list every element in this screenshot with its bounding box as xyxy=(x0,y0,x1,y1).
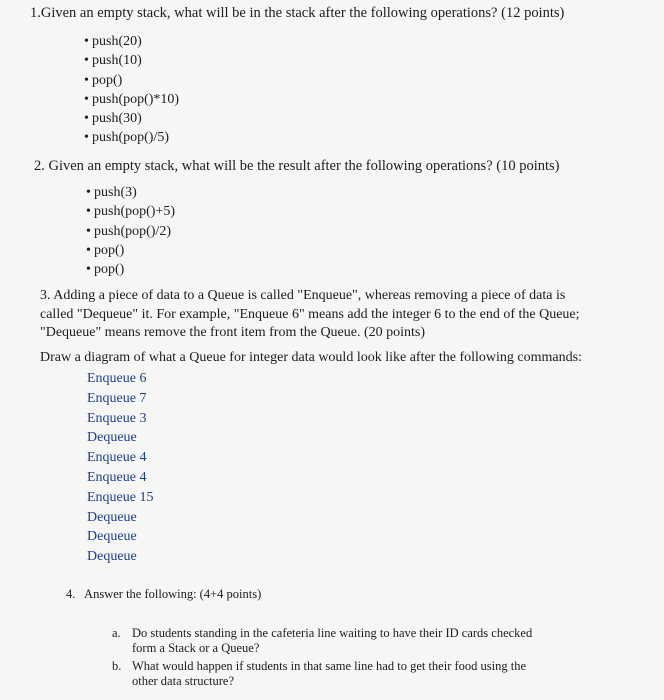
list-item: Dequeue xyxy=(87,529,137,545)
list-item: Enqueue 7 xyxy=(87,390,147,406)
q4-part-b-line: What would happen if students in that same line had to get their food using the xyxy=(132,659,527,673)
list-item: Enqueue 4 xyxy=(87,469,147,485)
q3-para-line: called "Dequeue" it. For example, "Enqueue 6" means add the integer 6 to the end of the Queue; xyxy=(40,306,580,322)
q4-part-b-line: other data structure? xyxy=(132,674,235,688)
q4-title: 4. Answer the following: (4+4 points) xyxy=(66,587,262,601)
list-item: • push(20) xyxy=(84,32,179,51)
list-item: Dequeue xyxy=(87,430,137,446)
list-item: Enqueue 3 xyxy=(87,410,147,426)
list-item: • push(10) xyxy=(84,51,179,70)
list-item: • pop() xyxy=(84,71,179,90)
q3-instruction: Draw a diagram of what a Queue for integer data would look like after the following commands: xyxy=(40,350,582,365)
q2-operations-list xyxy=(86,183,175,279)
list-item: • push(30) xyxy=(84,109,179,128)
q1-operations-list xyxy=(84,32,179,148)
q3-para-line: "Dequeue" means remove the front item from the Queue. (20 points) xyxy=(40,325,426,340)
q1-title: 1.Given an empty stack, what will be in the stack after the following operations? (12 points) xyxy=(30,5,565,21)
q3-command-list xyxy=(87,369,153,567)
q2-title: 2. Given an empty stack, what will be the result after the following operations? (10 points) xyxy=(34,158,560,174)
list-item: • push(pop()+5) xyxy=(86,202,175,221)
list-item: Enqueue 15 xyxy=(87,489,154,505)
q4-part-a-line: Do students standing in the cafeteria line waiting to have their ID cards checked xyxy=(132,626,533,640)
list-item: • push(3) xyxy=(86,183,175,202)
list-item: Enqueue 6 xyxy=(87,371,147,386)
q4-part-a-label: a. xyxy=(112,626,121,640)
q4-part-b xyxy=(112,659,612,689)
q4-part-a xyxy=(112,626,612,656)
list-item: Dequeue xyxy=(87,549,137,565)
q3-para-line: 3. Adding a piece of data to a Queue is called "Enqueue", whereas removing a piece of data is xyxy=(40,288,566,303)
list-item: • push(pop()/5) xyxy=(84,128,179,147)
list-item: • pop() xyxy=(86,260,175,279)
list-item: • pop() xyxy=(86,241,175,260)
list-item: Dequeue xyxy=(87,509,137,525)
list-item: • push(pop()/2) xyxy=(86,222,175,241)
list-item: • push(pop()*10) xyxy=(84,90,179,109)
list-item: Enqueue 4 xyxy=(87,450,147,466)
q4-part-b-label: b. xyxy=(112,659,122,673)
q3-paragraph xyxy=(40,287,650,343)
q4-part-a-line: form a Stack or a Queue? xyxy=(132,641,260,655)
